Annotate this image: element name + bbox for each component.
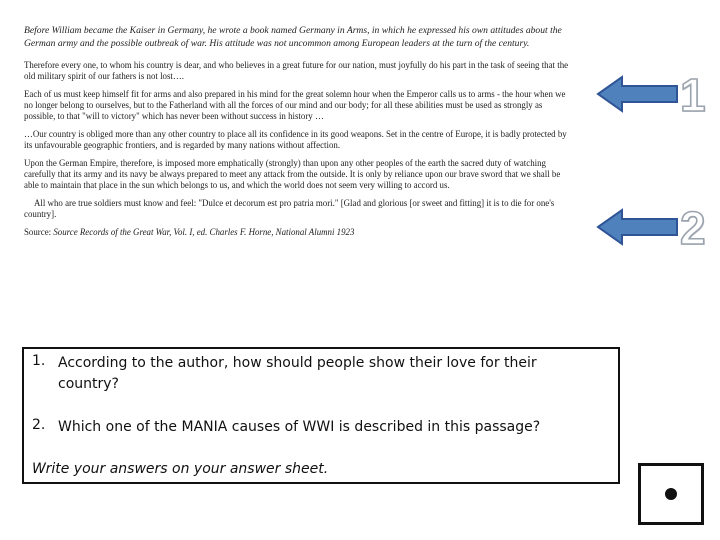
- questions-box: [22, 347, 620, 484]
- question-2: [32, 417, 588, 438]
- passage-paragraph-2: Each of us must keep himself fit for arms and also prepared in his mind for the great solemn hour when the Emperor calls us to arms - the hour when we no longer belong to ourselves, but to the Fatherland with all the forces of our mind and our body; for all these abilities must be used as strongly as possible, to that "will to victory" which has never been without success in history …: [24, 89, 566, 121]
- die-one-icon: [638, 463, 704, 525]
- source-citation: Source Records of the Great War, Vol. I, ed. Charles F. Horne, National Alumni 1923: [53, 227, 355, 237]
- passage-paragraph-1: Therefore every one, to whom his country is dear, and who believes in a great future for our nation, must joyfully do his part in the task of seeing that the old military spirit of our fathers is not lost….: [24, 60, 569, 81]
- passage-intro: Before William became the Kaiser in Germany, he wrote a book named Germany in Arms, in which he expressed his own attitudes about the German army and the possible outbreak of war. His attitude was not uncommon among European leaders at the turn of the century.: [24, 25, 562, 49]
- die-pip: [665, 488, 677, 500]
- passage-paragraph-4: Upon the German Empire, therefore, is imposed more emphatically (strongly) than upon any other peoples of the earth the sacred duty of watching carefully that its army and its navy be always prepared to meet any attack from the outside. It is only by reliance upon our brave sword that we shall be able to maintain that place in the sun which belongs to us, and which the world does not seem very willing to accord us.: [24, 158, 561, 190]
- left-arrow-icon: [596, 207, 680, 247]
- passage-paragraph-3: …Our country is obliged more than any other country to place all its confidence in its good weapons. Set in the centre of Europe, it is badly protected by its unfavourable geographic frontiers, and is regarded by many nations without affection.: [24, 129, 567, 150]
- question-1: [32, 353, 588, 395]
- passage-paragraph-5: All who are true soldiers must know and feel: "Dulce et decorum est pro patria mori." [Glad and glorious [or sweet and fitting] it is to die for one's country].: [24, 198, 555, 219]
- question-number: 2.: [32, 417, 46, 433]
- source-label: Source:: [24, 227, 52, 237]
- marker-number-1: 1: [680, 69, 706, 121]
- question-text: According to the author, how should people show their love for their country?: [58, 355, 537, 392]
- source-passage: [24, 24, 570, 245]
- passage-source: [24, 227, 570, 238]
- left-arrow-icon: [596, 74, 680, 114]
- marker-number-2: 2: [680, 202, 706, 254]
- question-number: 1.: [32, 353, 46, 369]
- answer-instruction: Write your answers on your answer sheet.: [32, 461, 329, 477]
- question-text: Which one of the MANIA causes of WWI is described in this passage?: [58, 419, 541, 435]
